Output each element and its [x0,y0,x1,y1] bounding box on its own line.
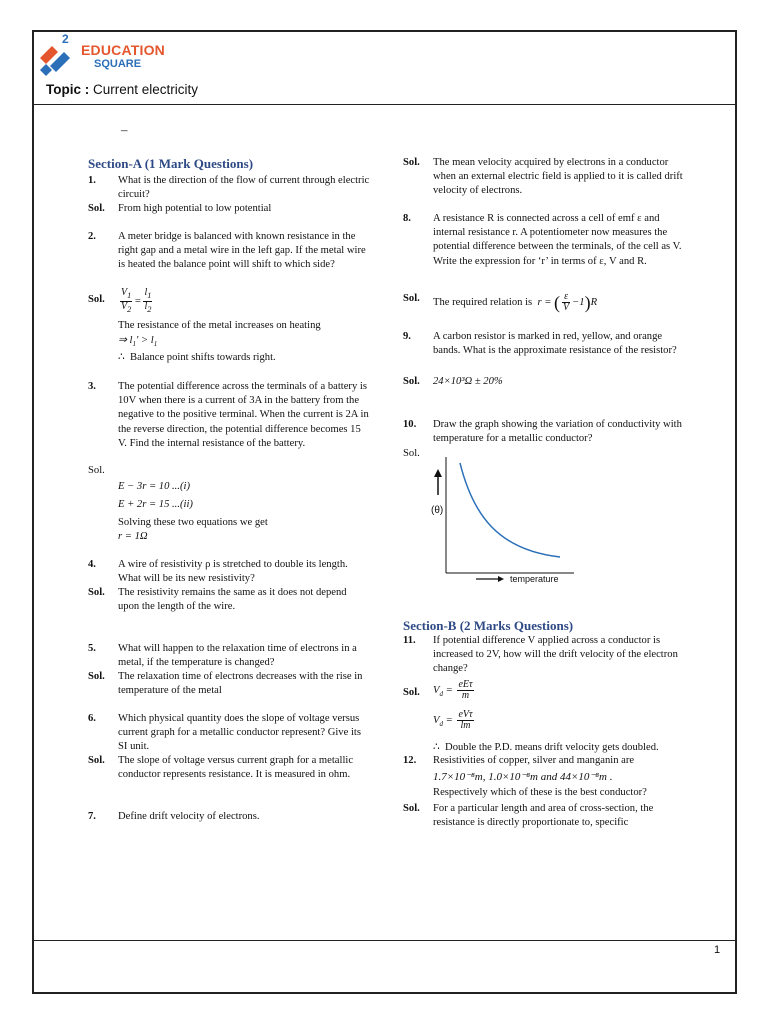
q3-result: r = 1Ω [118,531,148,542]
q11-sol-end: Double the P.D. means drift velocity gets doubled. [445,742,659,753]
q5-number: 5. [88,643,96,654]
header-divider [32,104,737,105]
q2-sol-end: Balance point shifts towards right. [130,352,276,363]
q1-number: 1. [88,175,96,186]
q12-number: 12. [403,755,417,766]
conductivity-temperature-graph [428,455,576,590]
q2-solution-line: The resistance of the metal increases on heating [118,320,321,331]
q6-sol-label: Sol. [88,755,105,766]
graph-y-label: (θ) [431,505,444,516]
q8-number: 8. [403,213,411,224]
q2-inequality: ⇒ $l_1' > l_1$ [118,335,158,349]
footer-divider [32,940,737,941]
q2-text: A meter bridge is balanced with known resistance in the right gap and a metal wire in the left gap. If the metal wire is heated the balance point will shift to which side? [118,231,366,271]
q8-text: A resistance R is connected across a cell of emf ε and internal resistance r. A potentiometer now measures the potential difference between the terminals, of the cell as V. Write the expression for ‘r’ in terms of ε, V and R. [433,213,682,267]
q7-number: 7. [88,811,96,822]
q11-sol-label: Sol. [403,687,420,698]
q1-sol-label: Sol. [88,203,105,214]
q2-number: 2. [88,231,96,242]
dash: – [121,122,128,137]
q7-sol-label: Sol. [403,157,420,168]
logo [38,32,178,80]
topic-label: Topic : [46,82,90,97]
graph-right-arrowhead-icon [498,576,504,582]
page-number: 1 [714,944,721,956]
q6-solution: The slope of voltage versus current graph for a metallic conductor represents resistance. It is measured in ohm. [118,755,354,781]
q7-solution: The mean velocity acquired by electrons in a conductor when an external electric field is applied to it is called drift velocity of electrons. [433,157,683,197]
q8-sol-prefix: The required relation is [433,296,533,308]
q2-ratio-equation: $\frac{V_1}{V_2}$ = $\frac{l_1}{l_2}$ [121,287,152,314]
q12-text: Resistivities of copper, silver and manganin are [433,755,635,766]
q12-text-2: Respectively which of these is the best conductor? [433,787,647,798]
q11-equation-2: $V_d$ = $\frac{\text{eVτ}}{lm}$ [433,709,473,731]
q3-solution-line: Solving these two equations we get [118,517,268,528]
q2-sol-label: Sol. [88,294,105,305]
q4-number: 4. [88,559,96,570]
graph-up-arrowhead-icon [434,469,442,477]
q4-text: A wire of resistivity ρ is stretched to double its length. What will be its new resistivity? [118,559,348,585]
logo-mark-icon [38,36,82,76]
q9-text: A carbon resistor is marked in red, yellow, and orange bands. What is the approximate resistance of the resistor? [433,331,677,357]
q11-equation-1: $V_d$ = $\frac{\text{eEτ}}{m}$ [433,679,473,701]
q3-sol-label: Sol. [88,465,105,476]
section-b-title: Section-B (2 Marks Questions) [403,618,574,633]
q12-values: 1.7×10⁻⁸m, 1.0×10⁻⁸m and 44×10⁻⁸m . [433,771,613,783]
q6-text: Which physical quantity does the slope of voltage versus current graph for a metallic conductor represent? Give its SI unit. [118,713,361,753]
q10-text: Draw the graph showing the variation of conductivity with temperature for a metallic conductor? [433,419,682,445]
section-a-title: Section-A (1 Mark Questions) [88,156,254,171]
logo-superscript: 2 [62,32,69,46]
graph-x-label: temperature [510,574,559,584]
q6-number: 6. [88,713,96,724]
topic-line [46,82,198,97]
q8-solution [433,292,683,313]
q1-text: What is the direction of the flow of current through electric circuit? [118,175,370,201]
q5-sol-label: Sol. [88,671,105,682]
q12-solution: For a particular length and area of cross-section, the resistance is directly proportionate to, specific [433,803,654,829]
q3-equation-1: E − 3r = 10 ...(i) [118,481,190,492]
q3-text: The potential difference across the terminals of a battery is 10V when there is a current of 3A in the battery from the negative to the positive terminal. When the current is 2A in the reverse direction, the potential difference becomes 15 V. Find the internal resistance of the battery. [118,381,369,449]
q5-text: What will happen to the relaxation time of electrons in a metal, if the temperature is changed? [118,643,357,669]
q8-sol-label: Sol. [403,293,420,304]
q4-sol-label: Sol. [88,587,105,598]
q11-number: 11. [403,635,416,646]
topic-value: Current electricity [93,82,199,97]
q11-conclusion: ∴ Double the P.D. means drift velocity gets doubled. [433,742,659,753]
q1-solution: From high potential to low potential [118,203,272,214]
q10-number: 10. [403,419,417,430]
logo-text-square: SQUARE [94,58,142,70]
graph-curve [460,463,560,557]
q12-sol-label: Sol. [403,803,420,814]
q8-formula: r = ( $\frac{\varepsilon}{V}$ −1)R [534,291,598,313]
q2-conclusion: ∴ Balance point shifts towards right. [118,352,276,363]
q11-text: If potential difference V applied across a conductor is increased to 2V, how will the drift velocity of the electron change? [433,635,678,675]
q9-sol-label: Sol. [403,376,420,387]
q10-sol-label: Sol. [403,448,420,459]
q3-equation-2: E + 2r = 15 ...(ii) [118,499,193,510]
q3-number: 3. [88,381,96,392]
q9-number: 9. [403,331,411,342]
logo-text-education: EDUCATION [81,42,165,58]
q7-text: Define drift velocity of electrons. [118,811,260,822]
q5-solution: The relaxation time of electrons decreases with the rise in temperature of the metal [118,671,363,697]
q9-solution: 24×10³Ω ± 20% [433,376,503,387]
q4-solution: The resistivity remains the same as it does not depend upon the length of the wire. [118,587,347,613]
